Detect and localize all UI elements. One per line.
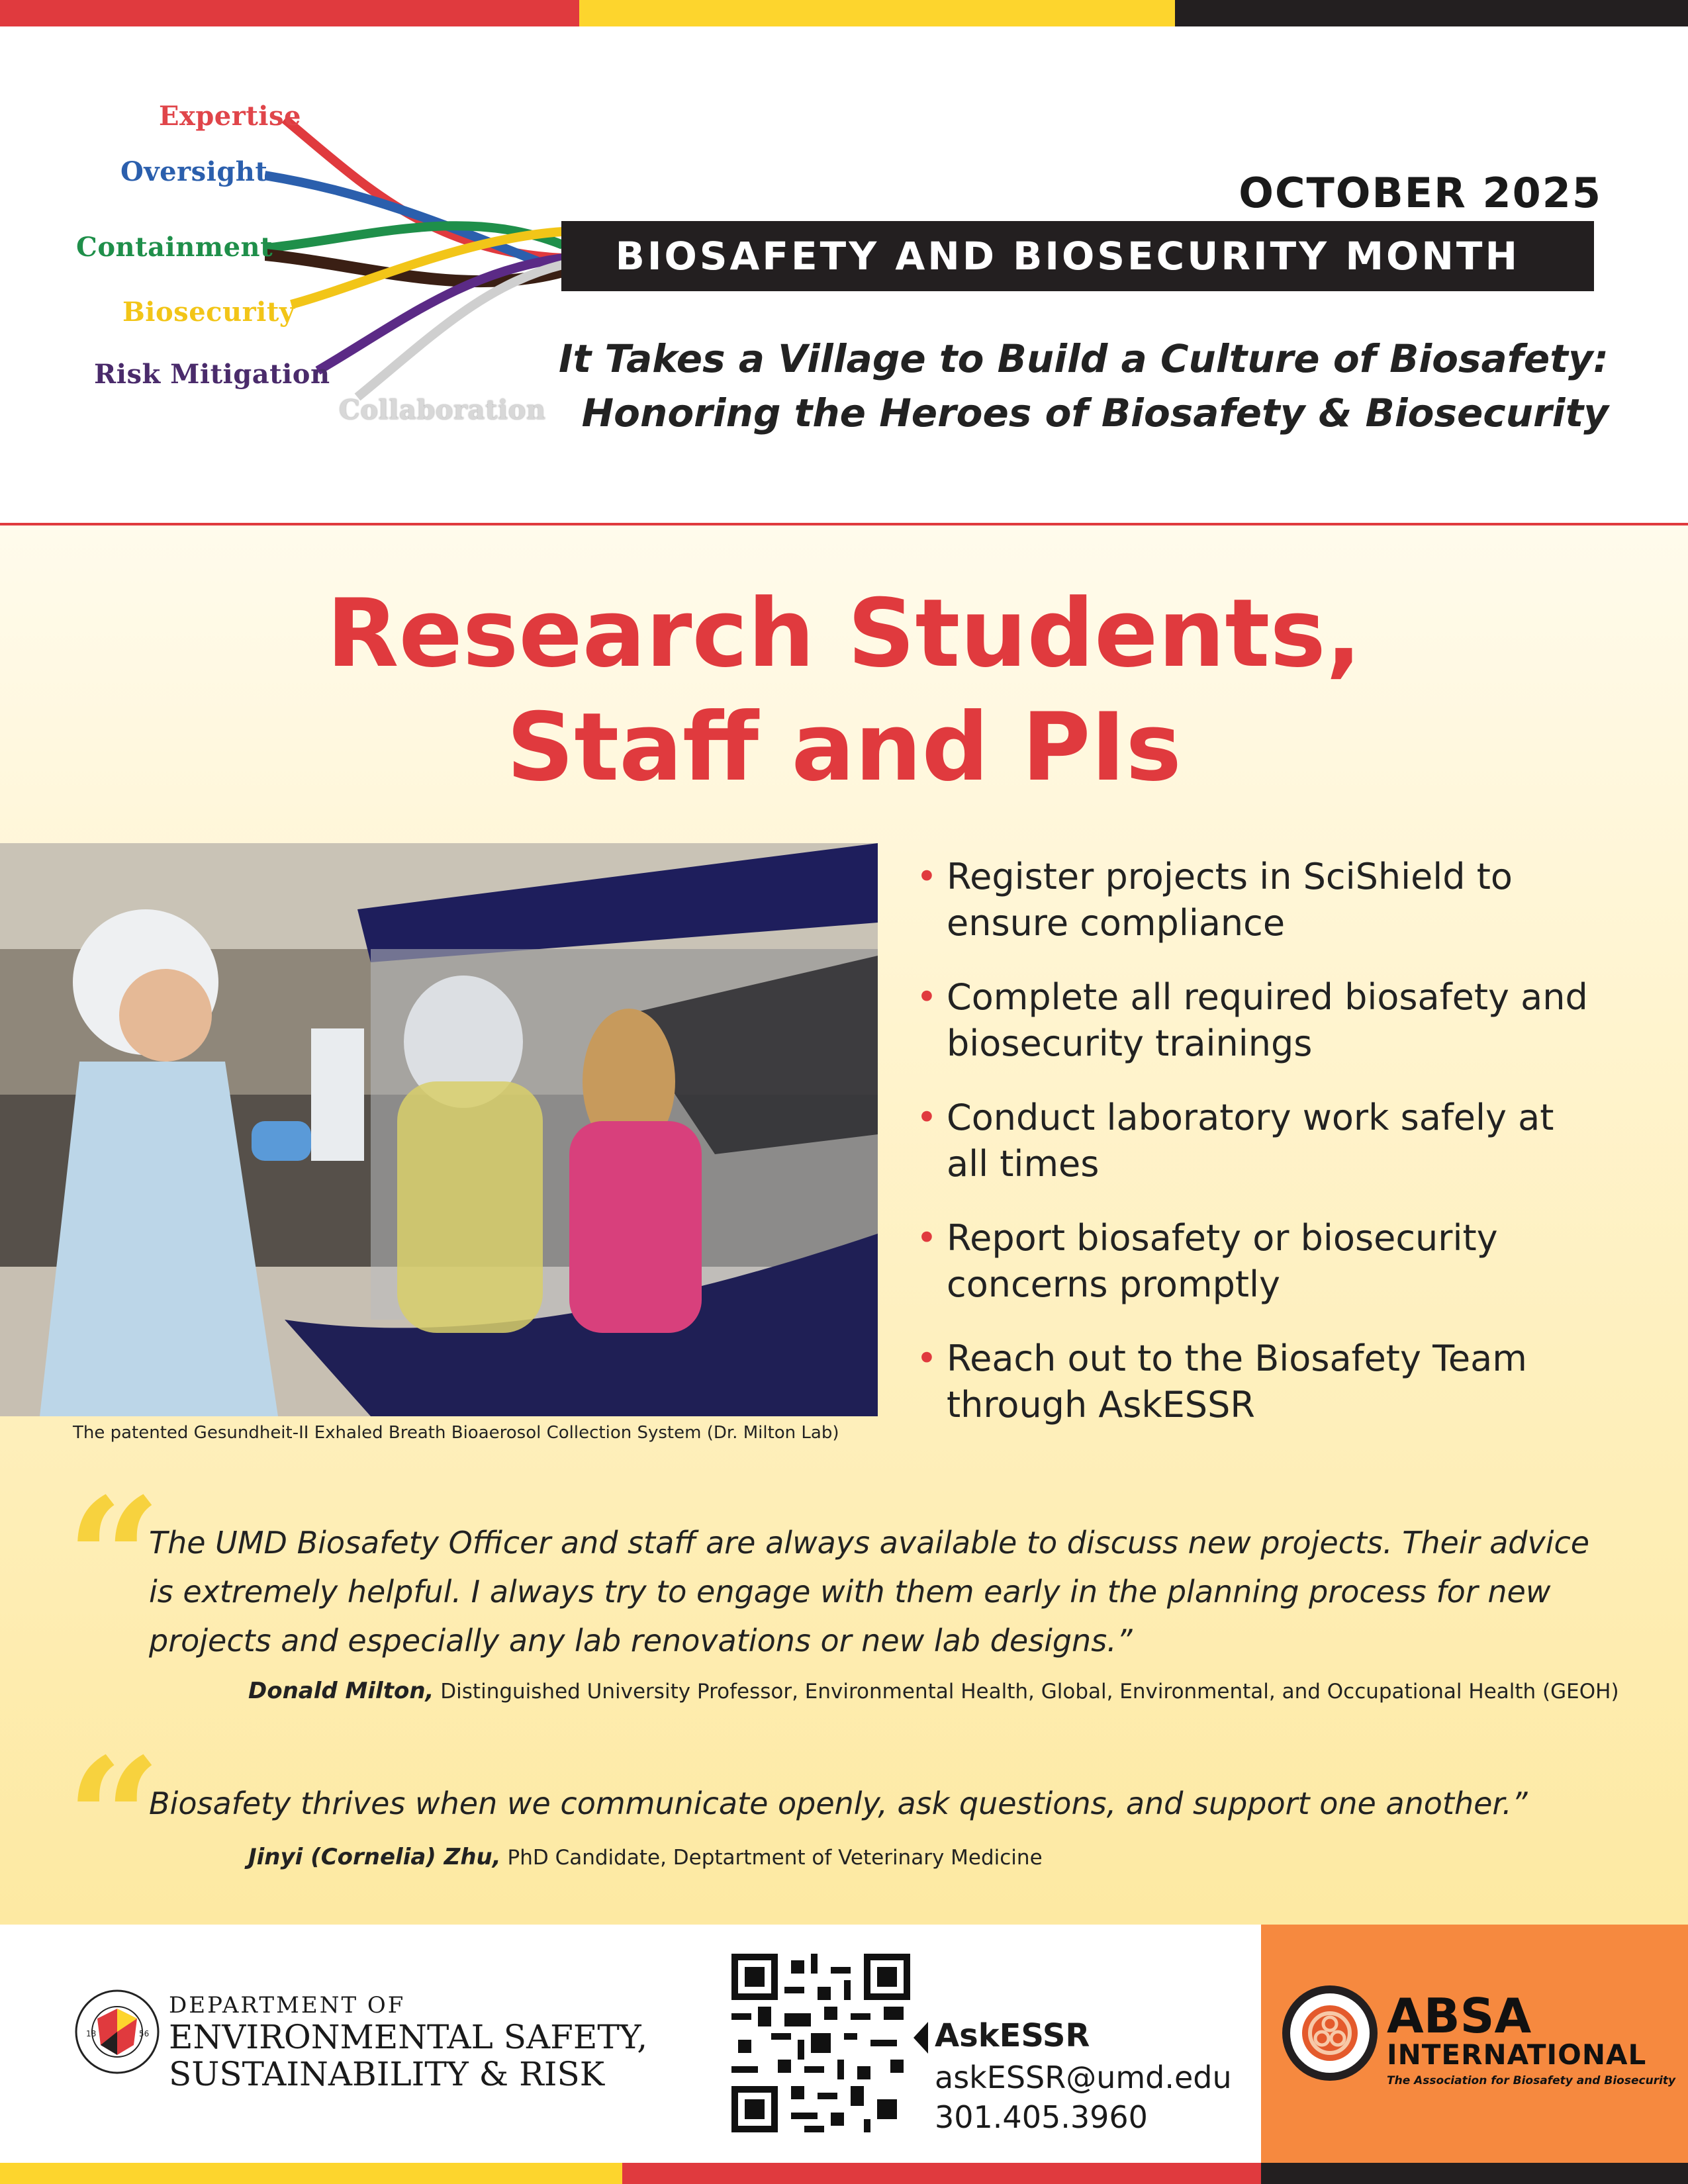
braid-label-collaboration: Collaboration	[339, 394, 546, 426]
contact-name: AskESSR	[935, 2017, 1090, 2054]
quote-1-line-2: is extremely helpful. I always try to engage with them early in the planning process for new	[149, 1574, 1551, 1610]
bullet-text-3a: Conduct laboratory work safely at	[947, 1097, 1554, 1138]
top-stripe-red	[0, 0, 579, 26]
absa-international: INTERNATIONAL	[1387, 2038, 1647, 2071]
bottom-stripe-black	[1261, 2163, 1688, 2184]
seal-year-right: 56	[139, 2029, 150, 2038]
absa-tagline: The Association for Biosafety and Biosecurity	[1387, 2074, 1676, 2087]
braid-label-oversight: Oversight	[120, 156, 268, 187]
dept-line-1: DEPARTMENT OF	[169, 1992, 406, 2019]
quote-2-line-1: Biosafety thrives when we communicate openly, ask questions, and support one another.”	[149, 1786, 1528, 1821]
braid-label-containment: Containment	[76, 232, 273, 263]
bullet-dot: •	[916, 1338, 937, 1379]
quote-2-attribution	[248, 1844, 1043, 1870]
month-title: BIOSAFETY AND BIOSECURITY MONTH	[615, 234, 1520, 279]
bullet-text-2b: biosecurity trainings	[947, 1023, 1313, 1064]
absa-logo-icon	[1281, 1984, 1379, 2082]
lab-photo	[0, 843, 878, 1416]
top-stripe-black	[1175, 0, 1688, 26]
dept-line-3: SUSTAINABILITY & RISK	[169, 2055, 605, 2093]
qr-code[interactable]	[731, 1954, 910, 2132]
bottom-stripe-red	[622, 2163, 1261, 2184]
braid-label-risk-mitigation: Risk Mitigation	[94, 359, 330, 390]
bullet-text-2a: Complete all required biosafety and	[947, 976, 1588, 1018]
photo-caption: The patented Gesundheit-II Exhaled Breath Bioaerosol Collection System (Dr. Milton Lab)	[73, 1423, 839, 1443]
quote-1-title: Distinguished University Professor, Environmental Health, Global, Environmental, and Occupational Health (GEOH)	[440, 1680, 1619, 1704]
month-title-bar	[561, 221, 1594, 291]
tagline-line-2: Honoring the Heroes of Biosafety & Biosecurity	[581, 390, 1609, 435]
bullet-text-3b: all times	[947, 1143, 1100, 1185]
quote-1-line-3: projects and especially any lab renovations or new lab designs.”	[149, 1623, 1133, 1659]
list-item	[914, 1215, 1628, 1308]
bullet-dot: •	[916, 856, 937, 897]
pointer-triangle-icon	[914, 2022, 928, 2054]
headline-line-1: Research Students,	[326, 579, 1362, 688]
seal-year-left: 18	[86, 2029, 97, 2038]
quote-1-line-1: The UMD Biosafety Officer and staff are always available to discuss new projects. Their advice	[149, 1525, 1590, 1561]
umd-seal-icon	[74, 1989, 160, 2075]
quote-2-name: Jinyi (Cornelia) Zhu,	[248, 1844, 501, 1870]
event-date: OCTOBER 2025	[1239, 169, 1602, 217]
braid-label-expertise: Expertise	[159, 101, 301, 132]
quote-1-attribution	[248, 1678, 1619, 1704]
contact-email[interactable]: askESSR@umd.edu	[935, 2060, 1232, 2095]
quote-mark-2: “	[66, 1721, 162, 1916]
action-list	[914, 854, 1628, 1456]
list-item	[914, 854, 1628, 946]
bullet-dot: •	[916, 1217, 937, 1259]
bullet-text-1a: Register projects in SciShield to	[947, 856, 1513, 897]
list-item	[914, 974, 1628, 1067]
department-name	[169, 1992, 647, 2093]
bullet-dot: •	[916, 1097, 937, 1138]
tagline-line-1: It Takes a Village to Build a Culture of Biosafety:	[558, 336, 1609, 381]
bullet-dot: •	[916, 976, 937, 1018]
bullet-text-4b: concerns promptly	[947, 1263, 1280, 1305]
top-stripe-gold	[579, 0, 1175, 26]
quote-mark-1: “	[66, 1461, 162, 1656]
quote-1-text	[149, 1518, 1625, 1665]
quote-1-name: Donald Milton,	[248, 1678, 434, 1704]
bullet-text-5a: Reach out to the Biosafety Team	[947, 1338, 1527, 1379]
headline-line-2: Staff and PIs	[506, 693, 1182, 802]
bullet-text-4a: Report biosafety or biosecurity	[947, 1217, 1498, 1259]
dept-line-2: ENVIRONMENTAL SAFETY,	[169, 2018, 648, 2056]
quote-2-title: PhD Candidate, Deptartment of Veterinary Medicine	[507, 1846, 1043, 1870]
list-item	[914, 1336, 1628, 1428]
braid-label-biosecurity: Biosecurity	[122, 296, 295, 328]
quote-2-text	[149, 1779, 1625, 1828]
absa-name: ABSA	[1387, 1988, 1532, 2044]
contact-phone[interactable]: 301.405.3960	[935, 2099, 1148, 2135]
bullet-text-5b: through AskESSR	[947, 1384, 1255, 1426]
bottom-stripe-gold-1	[0, 2163, 622, 2184]
bullet-text-1b: ensure compliance	[947, 902, 1286, 944]
list-item	[914, 1095, 1628, 1187]
